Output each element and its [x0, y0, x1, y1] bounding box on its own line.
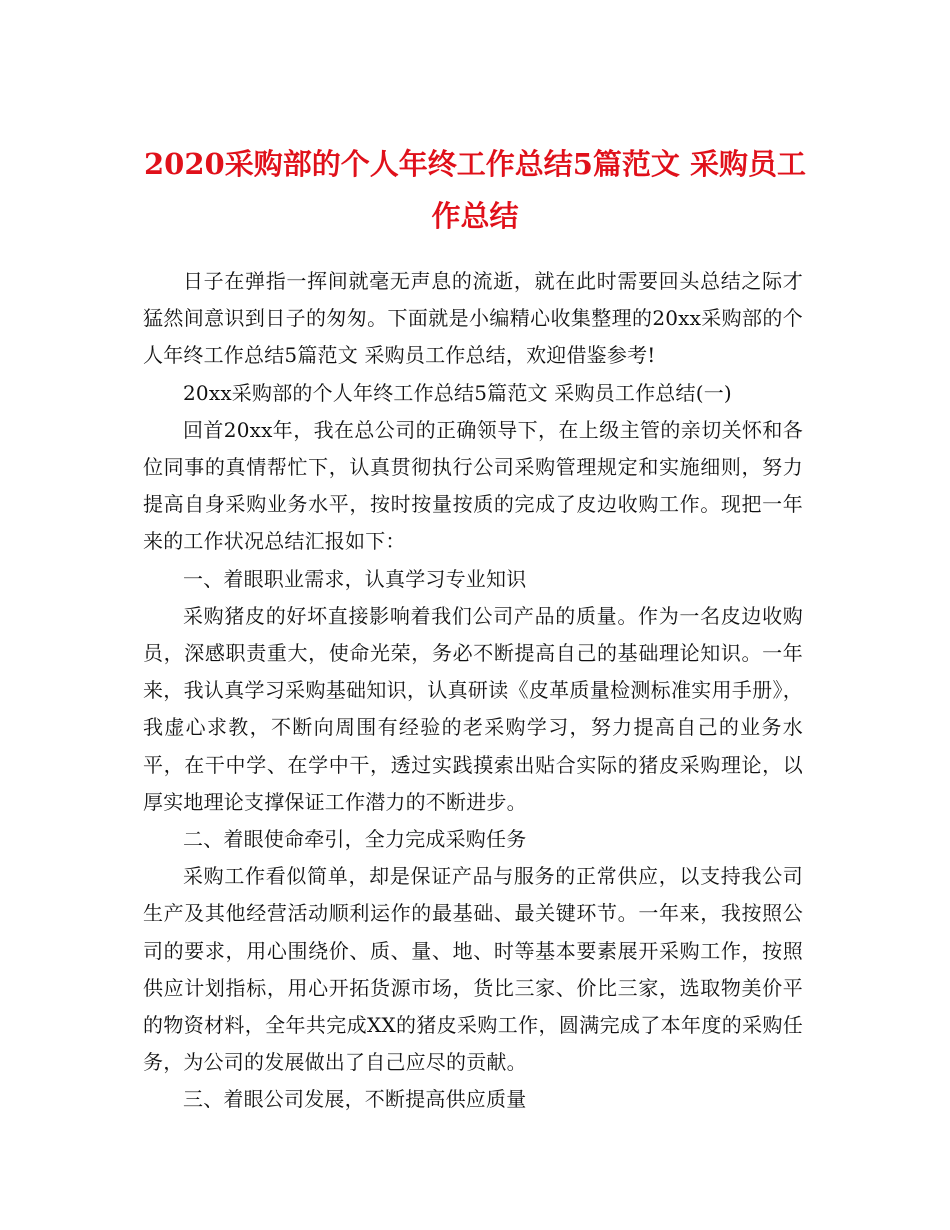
- section-heading: 一、着眼职业需求，认真学习专业知识: [183, 566, 527, 591]
- section-heading: 二、着眼使命牵引，全力完成采购任务: [183, 827, 527, 852]
- paragraph: 采购猪皮的好坏直接影响着我们公司产品的质量。作为一名皮边收购员，深感职责重大，使命光荣，务必不断提高自己的基础理论知识。一年来，我认真学习采购基础知识，认真研读《皮革质量检测标准实用手册》，我虚心求教，不断向周围有经验的老采购学习，努力提高自己的业务水平，在干中学、在学中干，透过实践摸索出贴合实际的猪皮采购理论，以厚实地理论支撑保证工作潜力的不断进步。: [143, 603, 803, 814]
- intro-paragraph: 日子在弹指一挥间就毫无声息的流逝，就在此时需要回头总结之际才猛然间意识到日子的匆匆。下面就是小编精心收集整理的20xx采购部的个人年终工作总结5篇范文 采购员工作总结，欢迎借鉴参考!: [143, 269, 803, 368]
- section-heading: 三、着眼公司发展，不断提高供应质量: [183, 1087, 527, 1112]
- section-heading: 20xx采购部的个人年终工作总结5篇范文 采购员工作总结(一): [183, 380, 732, 405]
- paragraph: 回首20xx年，我在总公司的正确领导下，在上级主管的亲切关怀和各位同事的真情帮忙下，认真贯彻执行公司采购管理规定和实施细则，努力提高自身采购业务水平，按时按量按质的完成了皮边收购工作。现把一年来的工作状况总结汇报如下：: [143, 417, 803, 554]
- document-body: [143, 263, 803, 1119]
- document-title: 2020采购部的个人年终工作总结5篇范文 采购员工作总结: [144, 147, 806, 233]
- paragraph: 采购工作看似简单，却是保证产品与服务的正常供应，以支持我公司生产及其他经营活动顺利运作的最基础、最关键环节。一年来，我按照公司的要求，用心围绕价、质、量、地、时等基本要素展开采购工作，按照供应计划指标，用心开拓货源市场，货比三家、价比三家，选取物美价平的物资材料，全年共完成XX的猪皮采购工作，圆满完成了本年度的采购任务，为公司的发展做出了自己应尽的贡献。: [143, 864, 803, 1075]
